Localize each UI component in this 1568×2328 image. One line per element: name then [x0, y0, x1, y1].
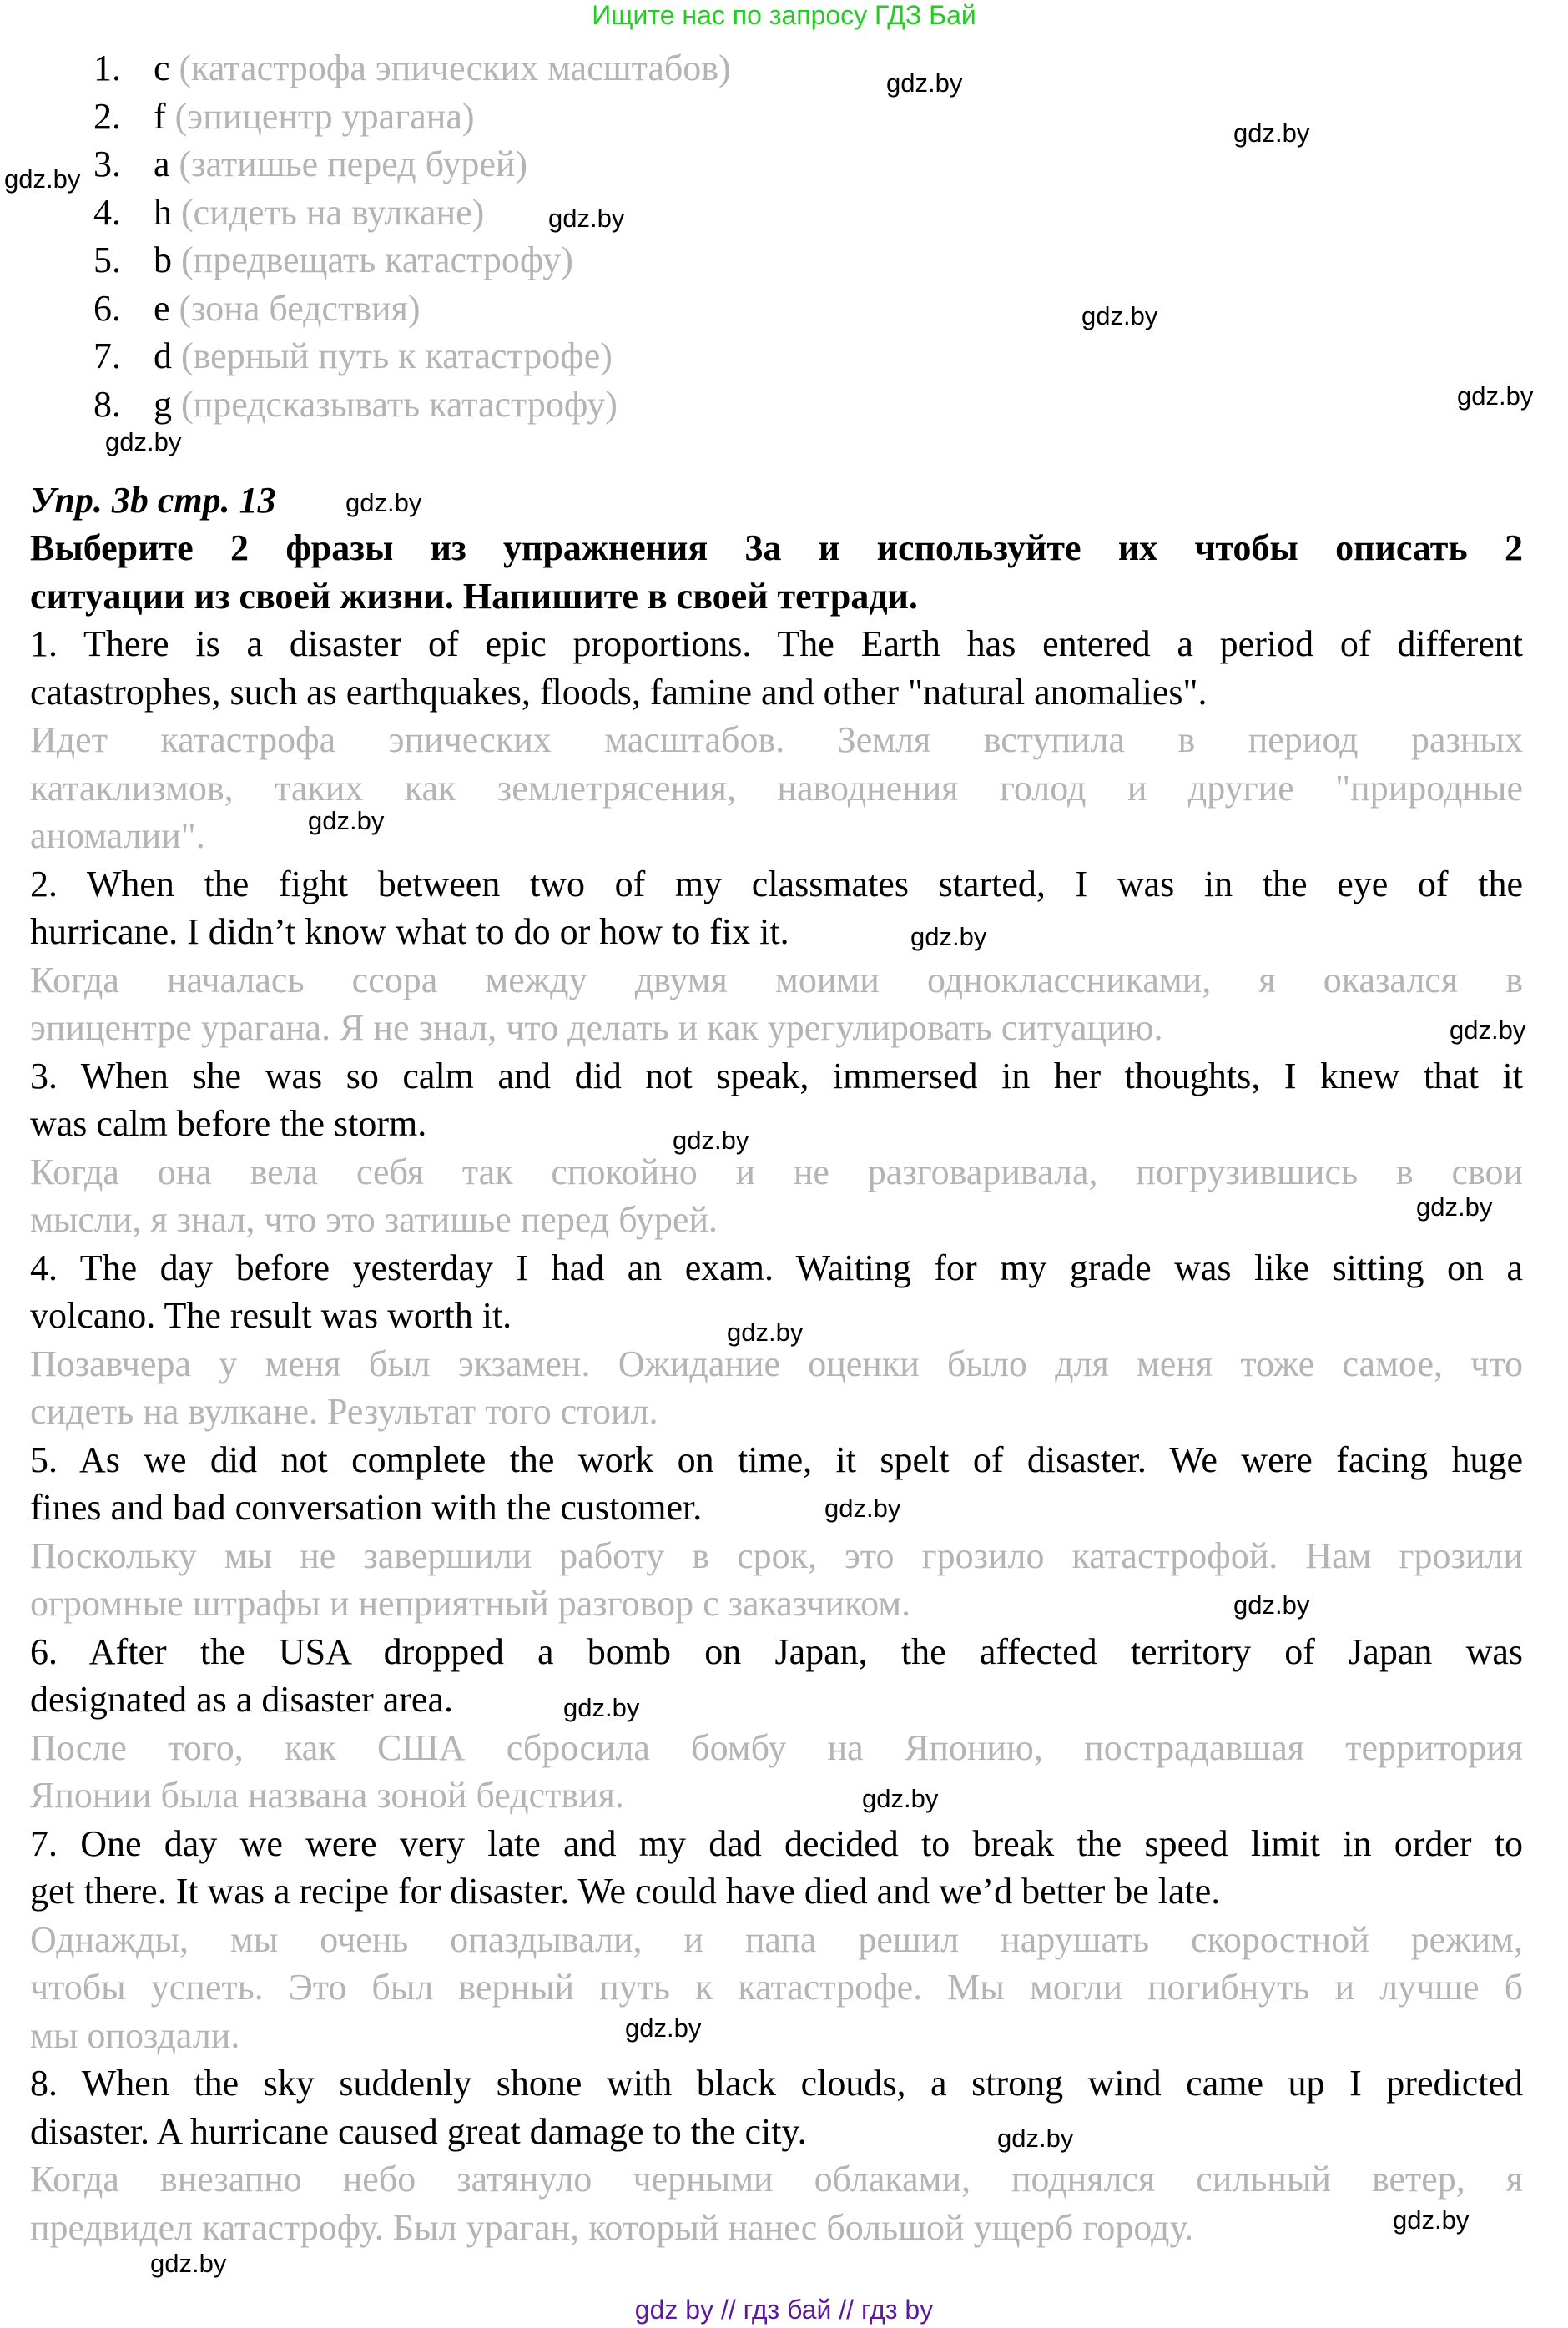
item-letter: b [154, 239, 172, 280]
watermark: gdz.by [563, 1693, 640, 1722]
exercise-title: Упр. 3b стр. 13 [30, 479, 276, 521]
english-sentence-line: was calm before the storm. [30, 1103, 427, 1144]
item-number: 1. [93, 48, 121, 88]
watermark: gdz.by [824, 1494, 901, 1523]
russian-translation-line: Когда началась ссора между двумя моими одноклассниками, я оказался в [30, 959, 1523, 1000]
watermark: gdz.by [105, 427, 182, 456]
english-sentence-line: 6. After the USA dropped a bomb on Japan, the affected territory of Japan was [30, 1630, 1523, 1672]
watermark: gdz.by [4, 164, 81, 194]
watermark: gdz.by [625, 2013, 702, 2043]
watermark: gdz.by [150, 2249, 227, 2278]
russian-translation-line: аномалии". [30, 815, 205, 856]
russian-translation-line: огромные штрафы и неприятный разговор с заказчиком. [30, 1583, 911, 1624]
task-instruction-line: ситуации из своей жизни. Напишите в своей тетради. [30, 575, 918, 617]
russian-translation-line: чтобы успеть. Это был верный путь к катастрофе. Мы могли погибнуть и лучше б [30, 1967, 1523, 2008]
item-letter: f [154, 95, 166, 137]
watermark: gdz.by [1393, 2205, 1470, 2235]
item-translation: (затишье перед бурей) [179, 144, 528, 184]
russian-translation-line: Поскольку мы не завершили работу в срок, это грозило катастрофой. Нам грозили [30, 1534, 1523, 1576]
watermark: gdz.by [1457, 381, 1534, 411]
answer-list-item [30, 236, 1523, 285]
item-letter: e [154, 287, 170, 329]
russian-translation-line: Идет катастрофа эпических масштабов. Земля вступила в период разных [30, 719, 1523, 760]
spacer-line [30, 428, 1523, 476]
russian-translation-line: Когда внезапно небо затянуло черными облаками, поднялся сильный ветер, я [30, 2159, 1523, 2200]
watermark: gdz.by [345, 488, 422, 517]
item-translation: (сидеть на вулкане) [181, 191, 485, 233]
english-sentence-line: hurricane. I didn’t know what to do or how to fix it. [30, 911, 789, 952]
english-sentence-line: 7. One day we were very late and my dad decided to break the speed limit in order to [30, 1822, 1523, 1864]
russian-translation-line: эпицентре урагана. Я не знал, что делать и как урегулировать ситуацию. [30, 1007, 1163, 1048]
russian-translation-line: После того, как США сбросила бомбу на Японию, пострадавшая территория [30, 1726, 1523, 1768]
item-translation: (верный путь к катастрофе) [181, 335, 613, 376]
english-sentence-line: fines and bad conversation with the customer. [30, 1487, 703, 1528]
watermark: gdz.by [862, 1784, 939, 1813]
item-letter: a [154, 144, 170, 184]
watermark: gdz.by [1081, 301, 1158, 330]
item-translation: (предвещать катастрофу) [181, 239, 573, 280]
watermark: gdz.by [910, 922, 987, 951]
russian-translation-line: Когда она вела себя так спокойно и не разговаривала, погрузившись в свои [30, 1151, 1523, 1192]
english-sentence-line: 1. There is a disaster of epic proportions. The Earth has entered a period of different [30, 623, 1523, 664]
russian-translation-line: катаклизмов, таких как землетрясения, наводнения голод и другие "природные [30, 767, 1523, 809]
answer-list-item [30, 332, 1523, 380]
item-letter: d [154, 335, 172, 376]
watermark: gdz.by [997, 2124, 1074, 2153]
item-translation: (катастрофа эпических масштабов) [179, 48, 731, 88]
russian-translation-line: Японии была названа зоной бедствия. [30, 1775, 624, 1816]
answer-list-item [30, 285, 1523, 333]
item-letter: h [154, 191, 172, 233]
english-sentence-line: 4. The day before yesterday I had an exam. Waiting for my grade was like sitting on a [30, 1247, 1523, 1288]
answer-list-item [30, 44, 1523, 93]
english-sentence-line: designated as a disaster area. [30, 1679, 453, 1720]
document-body [30, 44, 1526, 2251]
item-translation: (зона бедствия) [179, 287, 421, 329]
russian-translation-line: Позавчера у меня был экзамен. Ожидание оценки было для меня тоже самое, что [30, 1343, 1523, 1384]
russian-translation-line: сидеть на вулкане. Результат того стоил. [30, 1391, 658, 1432]
item-number: 6. [93, 287, 121, 329]
task-instruction-line: Выберите 2 фразы из упражнения 3a и используйте их чтобы описать 2 [30, 527, 1523, 568]
item-number: 3. [93, 144, 121, 184]
watermark: gdz.by [1233, 118, 1310, 148]
english-sentence-line: disaster. A hurricane caused great damage to the city. [30, 2110, 807, 2152]
item-letter: c [154, 48, 170, 88]
english-sentence-line: 8. When the sky suddenly shone with black clouds, a strong wind came up I predicted [30, 2063, 1523, 2104]
english-sentence-line: volcano. The result was worth it. [30, 1295, 512, 1336]
watermark: gdz.by [673, 1126, 749, 1155]
watermark: gdz.by [548, 204, 625, 233]
english-sentence-line: 5. As we did not complete the work on time, it spelt of disaster. We were facing huge [30, 1439, 1523, 1480]
english-sentence-line: catastrophes, such as earthquakes, floods, famine and other "natural anomalies". [30, 671, 1208, 713]
item-number: 2. [93, 95, 121, 137]
russian-translation-line: Однажды, мы очень опаздывали, и папа решил нарушать скоростной режим, [30, 1918, 1523, 1960]
russian-translation-line: мы опоздали. [30, 2014, 240, 2056]
search-banner: Ищите нас по запросу ГДЗ Бай [592, 0, 976, 30]
russian-translation-line: предвидел катастрофу. Был ураган, который нанес большой ущерб городу. [30, 2206, 1194, 2248]
watermark: gdz.by [1233, 1590, 1310, 1620]
watermark: gdz.by [886, 68, 963, 98]
item-translation: (эпицентр урагана) [174, 95, 475, 137]
item-number: 7. [93, 335, 121, 376]
english-sentence-line: 2. When the fight between two of my classmates started, I was in the eye of the [30, 863, 1523, 904]
item-number: 5. [93, 239, 121, 280]
answer-list-item [30, 380, 1523, 429]
watermark: gdz.by [308, 806, 385, 835]
item-translation: (предсказывать катастрофу) [181, 383, 618, 425]
item-number: 8. [93, 383, 121, 425]
watermark: gdz.by [727, 1318, 804, 1347]
english-sentence-line: get there. It was a recipe for disaster. We could have died and we’d better be late. [30, 1871, 1221, 1912]
footer-links[interactable]: gdz by // гдз бай // гдз by [634, 2295, 934, 2325]
russian-translation-line: мысли, я знал, что это затишье перед бурей. [30, 1199, 718, 1240]
answer-list-item [30, 189, 1523, 237]
english-sentence-line: 3. When she was so calm and did not speak, immersed in her thoughts, I knew that it [30, 1055, 1523, 1096]
watermark: gdz.by [1416, 1192, 1493, 1222]
item-letter: g [154, 383, 172, 425]
watermark: gdz.by [1450, 1015, 1526, 1045]
item-number: 4. [93, 191, 121, 233]
